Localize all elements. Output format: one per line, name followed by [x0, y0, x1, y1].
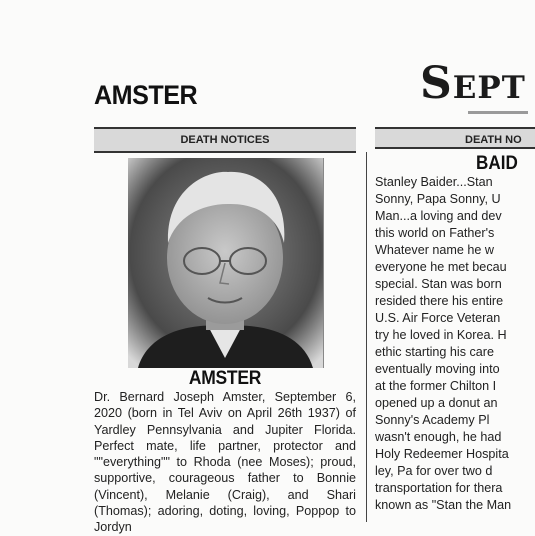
obituary-text: Dr. Bernard Joseph Amster, September 6, 2020 (born in Tel Aviv on April 26th 1937) of Yardley Pennsylvania and Jupiter Florida. Perfect mate, life partner, protector and ""everything"" to Rhoda (nee Moses); proud, supportive, courageous father to Bonnie (Vincent), Melanie (Craig), and Shari (Thomas); adoring, doting, loving, Poppop to Jordyn — [94, 390, 356, 535]
text-line: U.S. Air Force Veteran — [375, 311, 501, 325]
text-line: eventually moving into — [375, 362, 500, 376]
right-decedent-name: BAID — [476, 153, 518, 174]
text-line: resided there his entire — [375, 294, 504, 308]
text-line: opened up a donut an — [375, 396, 498, 410]
text-line: try he loved in Korea. H — [375, 328, 507, 342]
text-line: ethic starting his care — [375, 345, 494, 359]
text-line: ley, Pa for over two d — [375, 464, 493, 478]
right-obituary-text — [375, 174, 535, 514]
column-divider — [366, 152, 367, 522]
text-line: transportation for thera — [375, 481, 503, 495]
man-portrait-photo-icon — [128, 158, 323, 368]
text-line: Stanley Baider...Stan — [375, 175, 493, 189]
text-line: wasn't enough, he had — [375, 430, 502, 444]
text-line: special. Stan was born — [375, 277, 502, 291]
text-line: Man...a loving and dev — [375, 209, 502, 223]
section-band-left: DEATH NOTICES — [94, 127, 356, 153]
portrait-photo — [128, 158, 324, 368]
text-line: this world on Father's — [375, 226, 495, 240]
obituary-body — [94, 389, 356, 536]
text-line: known as "Stan the Man — [375, 498, 512, 512]
section-band-right: DEATH NO — [375, 127, 535, 149]
decedent-name-caption: AMSTER — [188, 368, 262, 389]
text-line: Holy Redeemer Hospita — [375, 447, 509, 461]
text-line: at the former Chilton I — [375, 379, 497, 393]
page-name-heading: AMSTER — [94, 80, 198, 110]
text-line: Whatever name he w — [375, 243, 494, 257]
text-line: Sonny's Academy Pl — [375, 413, 490, 427]
text-line: Sonny, Papa Sonny, U — [375, 192, 501, 206]
month-underline — [468, 111, 528, 114]
month-heading: Sept — [420, 58, 526, 109]
text-line: everyone he met becau — [375, 260, 507, 274]
